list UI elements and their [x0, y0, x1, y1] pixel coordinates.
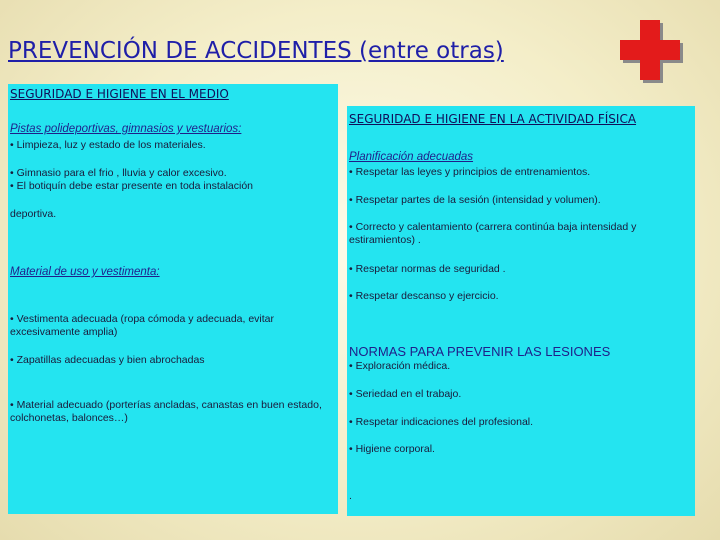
right-item-medical: • Exploración médica. [349, 360, 451, 372]
right-item-warmup: • Correcto y calentamiento (carrera continúa baja intensidad y estiramientos) . [349, 221, 637, 246]
right-item-hygiene: • Higiene corporal. [349, 443, 435, 455]
right-item-dot: . [349, 490, 352, 502]
right-heading-injuries: NORMAS PARA PREVENIR LAS LESIONES [349, 344, 611, 359]
right-item-laws: • Respetar las leyes y principios de entrenamientos. [349, 166, 591, 178]
left-item-firstaid: • El botiquín debe estar presente en toda instalación [10, 180, 254, 192]
right-item-instructions: • Respetar indicaciones del profesional. [349, 416, 534, 428]
right-item-rest: • Respetar descanso y ejercicio. [349, 290, 499, 302]
left-item-gym: • Gimnasio para el frio , lluvia y calor excesivo. [10, 167, 227, 179]
left-heading: SEGURIDAD E HIGIENE EN EL MEDIO [10, 87, 229, 101]
left-item-material: • Material adecuado (porterías ancladas, canastas en buen estado, colchonetas, balonces…) [10, 399, 322, 424]
right-subheading-planning: Planificación adecuadas [349, 151, 474, 163]
left-subheading-facilities: Pistas polideportivas, gimnasios y vestuarios: [10, 123, 242, 135]
red-cross-icon [614, 14, 686, 86]
left-subheading-material: Material de uso y vestimenta: [10, 266, 160, 278]
right-heading: SEGURIDAD E HIGIENE EN LA ACTIVIDAD FÍSICA [349, 112, 637, 126]
left-item-cleaning: • Limpieza, luz y estado de los materiales. [10, 139, 206, 151]
left-item-firstaid-cont: deportiva. [10, 208, 57, 220]
left-item-clothing: • Vestimenta adecuada (ropa cómoda y adecuada, evitar excesivamente amplia) [10, 313, 275, 338]
right-item-session: • Respetar partes de la sesión (intensidad y volumen). [349, 194, 601, 206]
right-item-safety: • Respetar normas de seguridad . [349, 263, 506, 275]
left-item-shoes: • Zapatillas adecuadas y bien abrochadas [10, 354, 205, 366]
right-item-seriousness: • Seriedad en el trabajo. [349, 388, 462, 400]
page-title: PREVENCIÓN DE ACCIDENTES (entre otras) [8, 38, 504, 64]
